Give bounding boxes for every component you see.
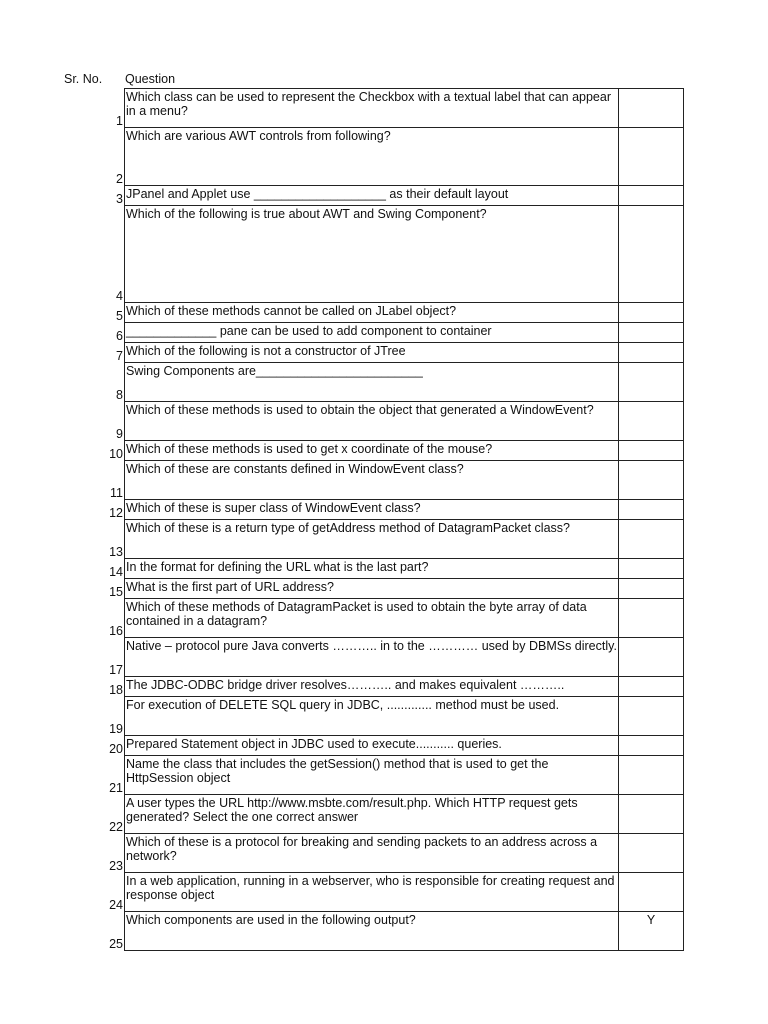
answer-cell <box>619 736 684 756</box>
row-number: 11 <box>110 485 123 500</box>
row-number: 10 <box>109 446 123 461</box>
question-cell: Which class can be used to represent the Checkbox with a textual label that can appear in a menu? <box>125 89 619 128</box>
answer-cell <box>619 677 684 697</box>
question-cell: Prepared Statement object in JDBC used to execute........... queries. <box>125 736 619 756</box>
table-row <box>0 206 684 303</box>
answer-cell <box>619 500 684 520</box>
answer-cell <box>619 441 684 461</box>
answer-cell <box>619 559 684 579</box>
row-number: 13 <box>109 544 123 559</box>
row-number: 2 <box>116 171 123 186</box>
answer-cell <box>619 697 684 736</box>
answer-cell <box>619 579 684 599</box>
answer-cell <box>619 834 684 873</box>
table-row <box>0 363 684 402</box>
question-cell: Native – protocol pure Java converts ……….. in to the ………… used by DBMSs directly. <box>125 638 619 677</box>
question-cell: Which of these methods cannot be called on JLabel object? <box>125 303 619 323</box>
question-cell: Which of these are constants defined in WindowEvent class? <box>125 461 619 500</box>
row-number: 18 <box>109 682 123 697</box>
answer-cell <box>619 89 684 128</box>
answer-cell <box>619 323 684 343</box>
table-row <box>0 402 684 441</box>
table-row <box>0 638 684 677</box>
answer-cell <box>619 873 684 912</box>
row-number: 22 <box>109 819 123 834</box>
table-row <box>0 520 684 559</box>
row-number: 23 <box>109 858 123 873</box>
table-row <box>0 343 684 363</box>
table-row <box>0 579 684 599</box>
row-number: 7 <box>116 348 123 363</box>
question-cell: JPanel and Applet use ___________________ as their default layout <box>125 186 619 206</box>
table-row <box>0 873 684 912</box>
question-cell: In the format for defining the URL what is the last part? <box>125 559 619 579</box>
answer-cell <box>619 795 684 834</box>
answer-cell <box>619 363 684 402</box>
question-cell: Which of these methods of DatagramPacket is used to obtain the byte array of data contained in a datagram? <box>125 599 619 638</box>
answer-cell <box>619 343 684 363</box>
question-cell: Which of these is a return type of getAddress method of DatagramPacket class? <box>125 520 619 559</box>
table-row <box>0 559 684 579</box>
table-row <box>0 89 684 128</box>
row-number: 16 <box>109 623 123 638</box>
row-number: 12 <box>109 505 123 520</box>
row-number: 17 <box>109 662 123 677</box>
question-cell: For execution of DELETE SQL query in JDBC, ............. method must be used. <box>125 697 619 736</box>
table-row <box>0 599 684 638</box>
question-cell: The JDBC-ODBC bridge driver resolves……….. and makes equivalent ……….. <box>125 677 619 697</box>
table-row <box>0 795 684 834</box>
question-cell: Which of these methods is used to obtain the object that generated a WindowEvent? <box>125 402 619 441</box>
header-question: Question <box>125 72 176 86</box>
row-number: 9 <box>116 426 123 441</box>
answer-cell <box>619 520 684 559</box>
row-number: 5 <box>116 308 123 323</box>
table-row <box>0 834 684 873</box>
question-cell: Swing Components are________________________ <box>125 363 619 402</box>
row-number: 3 <box>116 191 123 206</box>
question-table <box>0 88 684 951</box>
row-number: 4 <box>116 288 123 303</box>
answer-cell <box>619 599 684 638</box>
header-sr-no: Sr. No. <box>64 72 103 86</box>
row-number: 20 <box>109 741 123 756</box>
row-number: 1 <box>116 113 123 128</box>
question-cell: A user types the URL http://www.msbte.com/result.php. Which HTTP request gets generated? Select the one correct answer <box>125 795 619 834</box>
question-cell: Name the class that includes the getSession() method that is used to get the HttpSession object <box>125 756 619 795</box>
table-row <box>0 441 684 461</box>
row-number: 8 <box>116 387 123 402</box>
question-cell: What is the first part of URL address? <box>125 579 619 599</box>
question-cell: Which of the following is not a constructor of JTree <box>125 343 619 363</box>
table-row <box>0 697 684 736</box>
table-row <box>0 736 684 756</box>
answer-cell: Y <box>619 912 684 951</box>
question-cell: Which components are used in the following output? <box>125 912 619 951</box>
table-row <box>0 756 684 795</box>
row-number: 24 <box>109 897 123 912</box>
row-number: 21 <box>109 780 123 795</box>
answer-cell <box>619 128 684 186</box>
question-cell: Which of these is a protocol for breaking and sending packets to an address across a network? <box>125 834 619 873</box>
table-row <box>0 461 684 500</box>
row-number: 6 <box>116 328 123 343</box>
question-cell: Which of these is super class of WindowEvent class? <box>125 500 619 520</box>
question-cell: _____________ pane can be used to add component to container <box>125 323 619 343</box>
table-row <box>0 323 684 343</box>
table-row <box>0 303 684 323</box>
question-cell: Which of the following is true about AWT and Swing Component? <box>125 206 619 303</box>
table-row <box>0 677 684 697</box>
row-number: 19 <box>109 721 123 736</box>
question-cell: Which of these methods is used to get x coordinate of the mouse? <box>125 441 619 461</box>
row-number: 15 <box>109 584 123 599</box>
row-number: 14 <box>109 564 123 579</box>
answer-cell <box>619 461 684 500</box>
row-number: 25 <box>109 936 123 951</box>
table-row <box>0 912 684 951</box>
answer-cell <box>619 756 684 795</box>
answer-cell <box>619 303 684 323</box>
answer-cell <box>619 186 684 206</box>
answer-cell <box>619 402 684 441</box>
question-cell: In a web application, running in a webserver, who is responsible for creating request and response object <box>125 873 619 912</box>
answer-cell <box>619 638 684 677</box>
answer-cell <box>619 206 684 303</box>
table-row <box>0 500 684 520</box>
question-cell: Which are various AWT controls from following? <box>125 128 619 186</box>
table-row <box>0 186 684 206</box>
table-row <box>0 128 684 186</box>
